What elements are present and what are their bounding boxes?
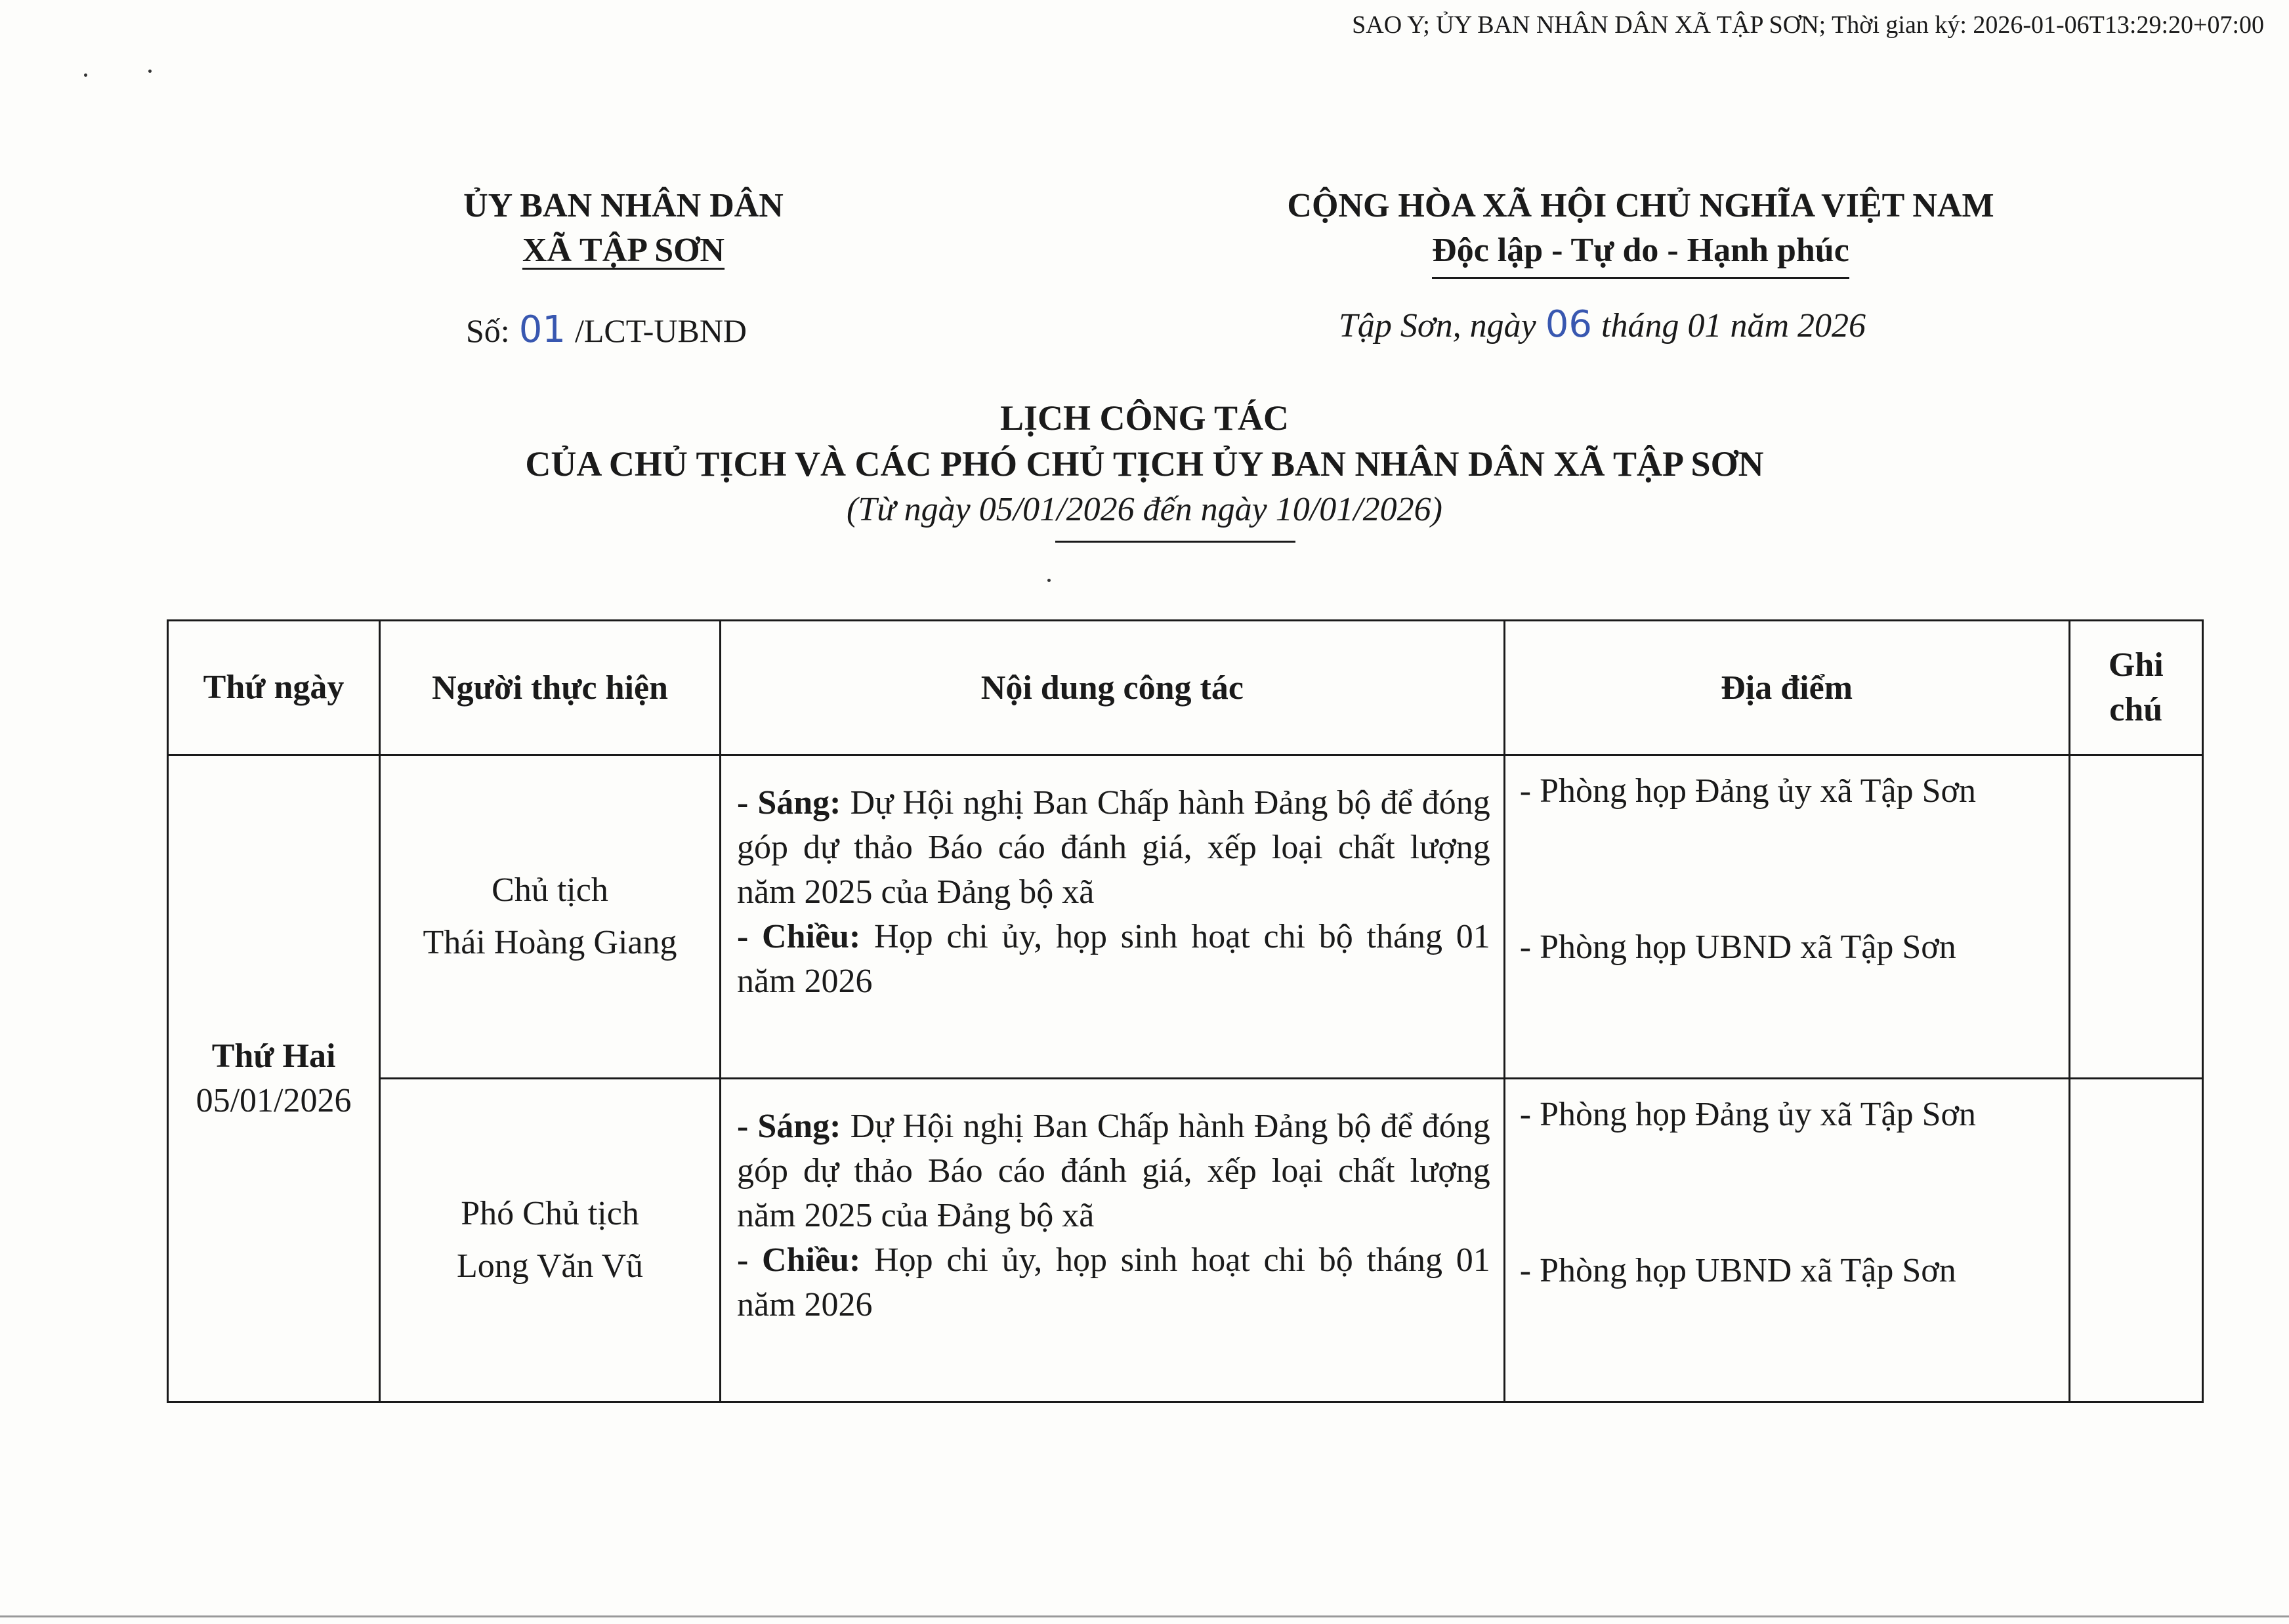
scan-speck <box>1047 579 1051 582</box>
header-person: Người thực hiện <box>380 621 721 755</box>
title-underline <box>1055 541 1295 543</box>
date-prefix: Tập Sơn, ngày <box>1339 307 1536 344</box>
person-name: Thái Hoàng Giang <box>423 924 677 961</box>
person-cell <box>380 755 721 1079</box>
document-title <box>0 395 2289 533</box>
day-cell <box>168 755 380 1402</box>
person-name: Long Văn Vũ <box>456 1247 644 1285</box>
header-note: Ghi chú <box>2069 621 2203 755</box>
person-role: Phó Chủ tịch <box>461 1195 639 1232</box>
country-name: CỘNG HÒA XÃ HỘI CHỦ NGHĨA VIỆT NAM <box>1287 187 1994 224</box>
note-cell <box>2069 1079 2203 1402</box>
place-cell <box>1504 1079 2069 1402</box>
content-cell <box>720 1079 1504 1402</box>
header-place: Địa điểm <box>1504 621 2069 755</box>
issuing-agency-header <box>407 184 840 273</box>
scan-speck <box>84 73 87 77</box>
place-afternoon: - Phòng họp UBND xã Tập Sơn <box>1519 1252 1956 1289</box>
agency-line-2: XÃ TẬP SƠN <box>522 232 725 269</box>
doc-number-prefix: Số: <box>466 312 510 349</box>
title-main: LỊCH CÔNG TÁC <box>999 398 1290 438</box>
digital-signature-stamp: SAO Y; ỦY BAN NHÂN DÂN XÃ TẬP SƠN; Thời gian ký: 2026-01-06T13:29:20+07:00 <box>1352 11 2264 39</box>
date-suffix: tháng 01 năm 2026 <box>1601 307 1866 344</box>
table-row <box>168 755 2203 1079</box>
person-cell <box>380 1079 721 1402</box>
table-row <box>168 1079 2203 1402</box>
afternoon-item: - Chiều: Họp chi ủy, họp sinh hoạt chi bộ tháng 01 năm 2026 <box>736 1241 1490 1323</box>
date-day-handwritten: 06 <box>1545 303 1593 346</box>
place-morning: - Phòng họp Đảng ủy xã Tập Sơn <box>1519 1096 1977 1133</box>
motto: Độc lập - Tự do - Hạnh phúc <box>1234 228 2048 279</box>
title-sub: CỦA CHỦ TỊCH VÀ CÁC PHÓ CHỦ TỊCH ỦY BAN NHÂN DÂN XÃ TẬP SƠN <box>525 444 1764 484</box>
day-date: 05/01/2026 <box>196 1081 352 1119</box>
day-name: Thứ Hai <box>211 1037 336 1075</box>
issue-date <box>1339 303 1866 346</box>
note-cell <box>2069 755 2203 1079</box>
title-date-range: (Từ ngày 05/01/2026 đến ngày 10/01/2026) <box>847 491 1442 528</box>
agency-line-1: ỦY BAN NHÂN DÂN <box>463 187 784 224</box>
header-day: Thứ ngày <box>168 621 380 755</box>
schedule-table <box>167 619 2204 1403</box>
table-header-row <box>168 621 2203 755</box>
scan-speck <box>148 70 152 73</box>
place-cell <box>1504 755 2069 1079</box>
morning-item: - Sáng: Dự Hội nghị Ban Chấp hành Đảng bộ để đóng góp dự thảo Báo cáo đánh giá, xếp loại chất lượng năm 2025 của Đảng bộ xã <box>736 784 1490 911</box>
doc-number-handwritten: 01 <box>518 308 566 351</box>
afternoon-item: - Chiều: Họp chi ủy, họp sinh hoạt chi bộ tháng 01 năm 2026 <box>736 918 1490 1000</box>
place-morning: - Phòng họp Đảng ủy xã Tập Sơn <box>1519 772 1977 810</box>
scan-edge <box>0 1615 2289 1617</box>
national-motto-header <box>1234 184 2048 279</box>
person-role: Chủ tịch <box>492 871 608 909</box>
header-content: Nội dung công tác <box>720 621 1504 755</box>
morning-item: - Sáng: Dự Hội nghị Ban Chấp hành Đảng bộ để đóng góp dự thảo Báo cáo đánh giá, xếp loại chất lượng năm 2025 của Đảng bộ xã <box>736 1108 1490 1234</box>
doc-number-suffix: /LCT-UBND <box>574 312 747 349</box>
content-cell <box>720 755 1504 1079</box>
document-number <box>466 308 747 351</box>
place-afternoon: - Phòng họp UBND xã Tập Sơn <box>1519 928 1956 966</box>
